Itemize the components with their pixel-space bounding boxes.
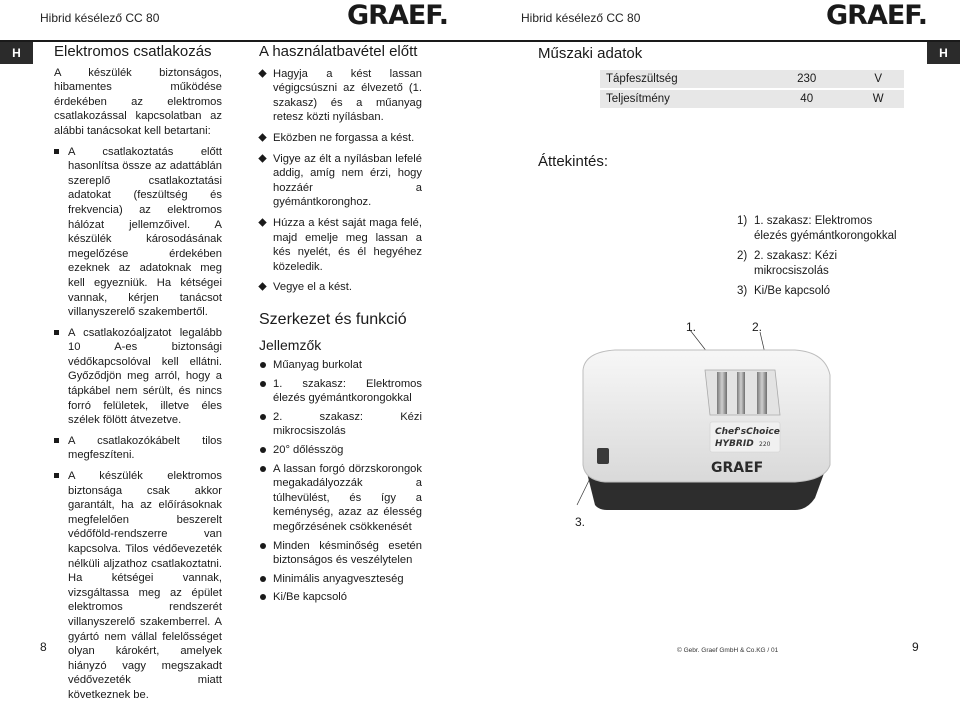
square-bullet-icon [54, 149, 59, 154]
overview-list [737, 214, 907, 304]
list-item [259, 443, 422, 458]
diamond-bullet-icon [258, 218, 266, 226]
section-title-structure: Szerkezet és funkció [259, 310, 407, 328]
list-item-text: Vegye el a kést. [273, 281, 352, 294]
list-item-text: A lassan forgó dörzskorongok megakadályozzák a túlhevülést, és így a keménység, azaz az élesség megőrzésének csökkenését [273, 462, 422, 534]
list-item-text: Ki/Be kapcsoló [273, 591, 348, 604]
brand-line-2: HYBRID [715, 439, 754, 449]
callout-1: 1. [686, 320, 697, 334]
spec-value: 40 [761, 90, 852, 108]
brand-line-3: 220 [759, 441, 771, 448]
overview-text: 2. szakasz: Kézi mikrocsiszolás [754, 250, 838, 277]
section-title-technical-data: Műszaki adatok [538, 45, 643, 62]
list-item-text: A csatlakozókábelt tilos megfeszíteni. [68, 434, 222, 462]
diamond-bullet-icon [258, 154, 266, 162]
intro-paragraph: A készülék biztonságos, hibamentes működése érdekében az elektromos csatlakozással kapcsolatban az alábbi tanácsokat kell betartani: [54, 66, 222, 137]
device-logo: GRAEF [711, 460, 764, 476]
list-item-text: A csatlakoztatás előtt hasonlítsa össze az adattáblán szereplő csatlakoztatási adatokat (feszültség és frekvencia) az elektromos hálózat jellemzőivel. A készülék károsodásának megelőzése érdekében ezeknek az adatoknak meg kell egyezniük. Ha kétségei vannak, kérjen tanácsot villanyszerelő szakembertől. [68, 145, 222, 319]
list-item [259, 572, 422, 587]
list-item [737, 284, 907, 299]
language-tab-left: H [0, 42, 33, 64]
list-item-text: A készülék elektromos biztonsága csak akkor garantált, ha az előírásoknak megfelelően beszerelt védőföld-rendszerre van kapcsolva. Tilos védőevezeték nélküli aljzathoz csatlakoztatni. Ha kétségei vannak, vizsgáltassa meg az épület elektromos rendszerét villanyszerelő szakemberrel. A gyártó nem vállal felelősséget olyan károkért, amelyek hiányzó vagy megszakadt védővezeték miatt következnek be. [68, 470, 222, 701]
list-item-text: 20° dőlésszög [273, 444, 344, 457]
column-before-use [259, 45, 422, 609]
list-item [259, 131, 422, 146]
features-list [259, 358, 422, 605]
round-bullet-icon [260, 362, 266, 368]
round-bullet-icon [260, 381, 266, 387]
round-bullet-icon [260, 414, 266, 420]
section-title: Elektromos csatlakozás [54, 43, 212, 60]
list-item [737, 214, 907, 244]
list-item [259, 358, 422, 373]
header-rule [0, 40, 960, 42]
list-item-text: Vigye az élt a nyílásban lefelé addig, amíg nem érzi, hogy hozzáér a gyémántkoronghoz. [273, 152, 422, 209]
slot-2 [737, 372, 745, 414]
logo-text: GRAEF [347, 0, 439, 31]
page-number-right: 9 [912, 640, 919, 654]
diamond-bullet-icon [258, 283, 266, 291]
list-item-text: 1. szakasz: Elektromos élezés gyémántkorongokkal [273, 377, 422, 405]
section-title: A használatbavétel előtt [259, 43, 418, 60]
usage-steps-list [259, 67, 422, 295]
slot-1 [717, 372, 727, 414]
overview-text: Ki/Be kapcsoló [754, 285, 831, 297]
list-item [54, 434, 222, 463]
list-item [259, 67, 422, 125]
list-item-text: Húzza a kést saját maga felé, majd emelje meg lassan a kés nyelét, és él hegyéhez közeledik. [273, 216, 422, 273]
overview-number: 2) [737, 250, 748, 262]
spec-label: Tápfeszültség [600, 70, 761, 88]
list-item [259, 280, 422, 295]
round-bullet-icon [260, 447, 266, 453]
on-off-switch [597, 448, 609, 464]
list-item-text: Eközben ne forgassa a kést. [273, 131, 415, 144]
list-item-text: Műanyag burkolat [273, 359, 362, 372]
slot-3 [757, 372, 767, 414]
round-bullet-icon [260, 543, 266, 549]
copyright: © Gebr. Graef GmbH & Co.KG / 01 [677, 647, 779, 654]
diamond-bullet-icon [258, 133, 266, 141]
spec-unit: W [852, 90, 904, 108]
knife-sharpener-illustration [575, 330, 865, 520]
graef-logo-right: GRAEF. [826, 0, 928, 31]
list-item [259, 216, 422, 274]
square-bullet-icon [54, 473, 59, 478]
list-item-text: 2. szakasz: Kézi mikrocsiszolás [273, 410, 422, 438]
column-electrical-connection [54, 45, 222, 709]
technical-data-table [600, 68, 904, 110]
running-header-left: Hibrid késélező CC 80 [40, 11, 160, 25]
diamond-bullet-icon [258, 69, 266, 77]
list-item [259, 462, 422, 535]
round-bullet-icon [260, 576, 266, 582]
overview-text: 1. szakasz: Elektromos élezés gyémántkorongokkal [754, 215, 897, 242]
list-item-text: Minden késminőség esetén biztonságos és veszélytelen [273, 539, 422, 567]
list-item-text: Minimális anyagveszteség [273, 572, 404, 585]
overview-number: 3) [737, 285, 748, 297]
spec-unit: V [852, 70, 904, 88]
list-item [54, 469, 222, 703]
overview-title: Áttekintés: [538, 153, 609, 170]
list-item-text: A csatlakozóaljzatot legalább 10 A-es biztonsági védőkapcsolóval kell ellátni. Győződjön meg arról, hogy a tápkábel nem sérült, és nincs forró felületek, illetve éles szélek fölött átvezetve. [68, 326, 222, 427]
list-item-text: Hagyja a kést lassan végigcsúszni az élvezető (1. szakasz) és a műanyag retesz közti nyílásban. [273, 67, 422, 124]
callout-2: 2. [752, 320, 763, 334]
spec-value: 230 [761, 70, 852, 88]
list-item [54, 145, 222, 320]
list-item [737, 249, 907, 279]
overview-number: 1) [737, 215, 748, 227]
callout-3: 3. [575, 515, 586, 529]
list-item [259, 590, 422, 605]
round-bullet-icon [260, 594, 266, 600]
list-item [259, 152, 422, 210]
square-bullet-icon [54, 438, 59, 443]
language-tab-right: H [927, 42, 960, 64]
list-item [259, 377, 422, 406]
list-item [54, 326, 222, 428]
spec-label: Teljesítmény [600, 90, 761, 108]
table-row [600, 70, 904, 88]
connection-rules-list [54, 145, 222, 703]
table-row [600, 90, 904, 108]
square-bullet-icon [54, 330, 59, 335]
list-item [259, 410, 422, 439]
list-item [259, 539, 422, 568]
running-header-right: Hibrid késélező CC 80 [521, 11, 641, 25]
logo-text: GRAEF [826, 0, 918, 31]
brand-line-1: Chef'sChoice [715, 427, 780, 437]
page-number-left: 8 [40, 640, 47, 654]
features-title: Jellemzők [259, 336, 322, 353]
round-bullet-icon [260, 466, 266, 472]
graef-logo-left: GRAEF. [347, 0, 449, 31]
